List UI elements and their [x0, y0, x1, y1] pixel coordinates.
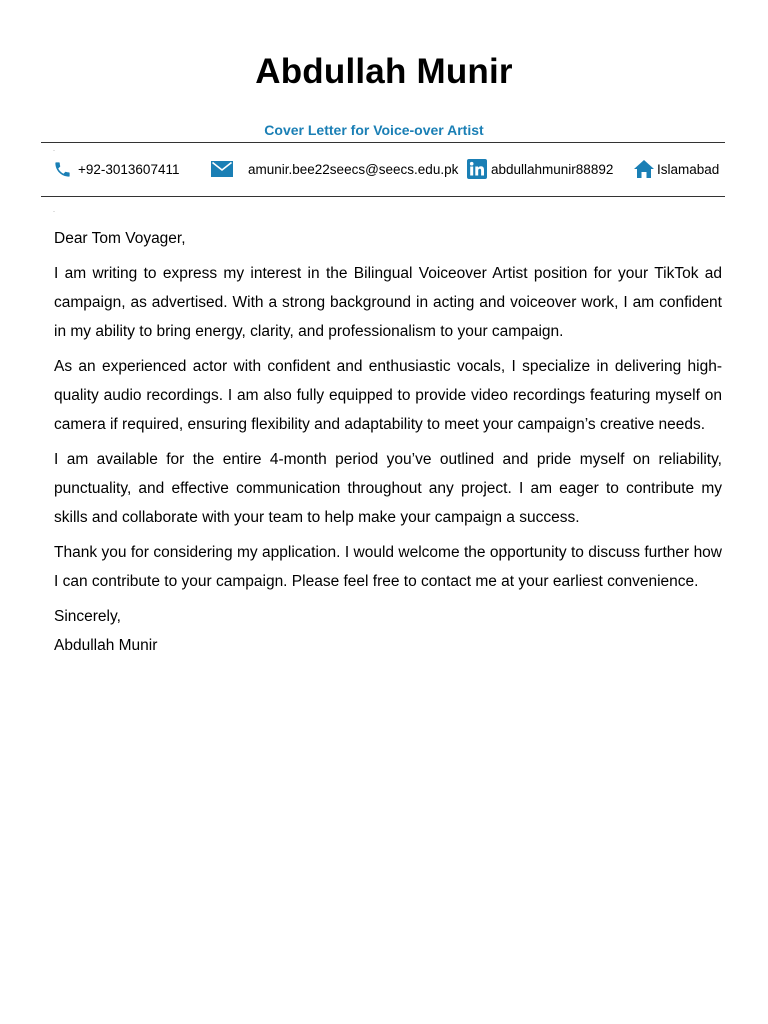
contact-city	[633, 158, 719, 180]
phone-icon	[53, 160, 72, 179]
stray-dot-mark: ·	[53, 148, 55, 154]
contact-phone	[53, 158, 179, 180]
home-icon	[633, 159, 655, 179]
contact-linkedin	[467, 158, 613, 180]
signature-name: Abdullah Munir	[54, 637, 158, 654]
linkedin-icon	[467, 159, 487, 179]
linkedin-handle[interactable]: abdullahmunir88892	[491, 161, 614, 177]
applicant-name: Abdullah Munir	[255, 52, 513, 91]
closing-phrase: Sincerely,	[54, 608, 121, 625]
letter-body	[54, 224, 722, 660]
paragraph-3: I am available for the entire 4-month period you’ve outlined and pride myself on reliability, punctuality, and effective communication throughout any project. I am eager to contribute my skills and collaborate with your team to help make your campaign a success.	[54, 451, 722, 526]
paragraph-1: I am writing to express my interest in the Bilingual Voiceover Artist position for your TikTok ad campaign, as advertised. With a strong background in acting and voiceover work, I am confident in my ability to bring energy, clarity, and professionalism to your campaign.	[54, 265, 722, 340]
contact-email	[211, 158, 458, 180]
header-divider-bottom	[41, 196, 725, 197]
salutation: Dear Tom Voyager,	[54, 230, 186, 247]
city-name: Islamabad	[657, 161, 720, 177]
email-address[interactable]: amunir.bee22seecs@seecs.edu.pk	[248, 161, 459, 177]
closing-block	[54, 602, 722, 660]
phone-number: +92-3013607411	[78, 161, 180, 177]
stray-dot-mark: ·	[53, 209, 55, 215]
header-divider-top	[41, 142, 725, 143]
paragraph-4: Thank you for considering my application. I would welcome the opportunity to discuss further how I can contribute to your campaign. Please feel free to contact me at your earliest convenience.	[54, 544, 722, 590]
envelope-icon	[211, 161, 233, 177]
paragraph-2: As an experienced actor with confident and enthusiastic vocals, I specialize in delivering high-quality audio recordings. I am also fully equipped to provide video recordings featuring myself on camera if required, ensuring flexibility and adaptability to meet your campaign’s creative needs.	[54, 358, 722, 433]
document-subtitle: Cover Letter for Voice-over Artist	[264, 122, 484, 138]
